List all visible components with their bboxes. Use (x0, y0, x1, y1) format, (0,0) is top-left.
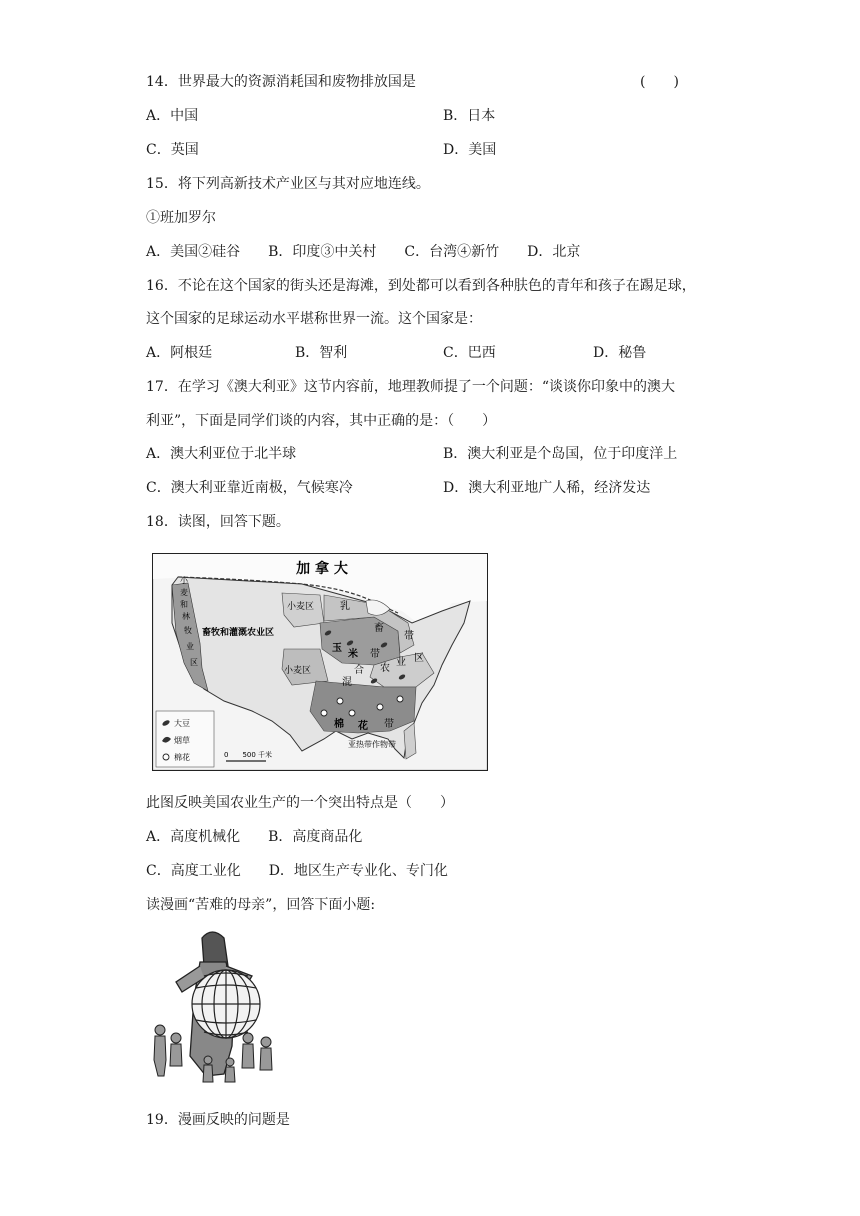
suffering-mother-cartoon (146, 926, 284, 1086)
legend-cotton-label: 棉花 (174, 753, 190, 762)
legend-soybean-label: 大豆 (174, 719, 190, 728)
map-label-canada: 加 拿 大 (296, 561, 348, 577)
q16-option-a: A．阿根廷 (146, 345, 213, 361)
q14-option-b: B．日本 (443, 108, 496, 124)
legend-tobacco-label: 烟草 (174, 736, 190, 745)
q18-options-ab: A．高度机械化 B．高度商品化 (146, 829, 363, 845)
map-label-west-4: 林 (182, 612, 190, 621)
map-label-west-2: 麦 (180, 588, 188, 597)
q18-stem: 18．读图，回答下题。 (146, 514, 290, 530)
q18-options-cd: C．高度工业化 D．地区生产专业化、专门化 (146, 863, 448, 879)
map-label-west-1: 小 (180, 576, 188, 585)
q17-option-a: A．澳大利亚位于北半球 (146, 446, 297, 462)
map-label-mixed-2: 农 (380, 663, 390, 674)
map-label-west-6: 业 (186, 642, 194, 651)
q15-line-3: A．美国②硅谷 B．印度③中关村 C．台湾④新竹 D．北京 (146, 244, 581, 260)
map-label-dairy-2: 畜 (374, 623, 384, 634)
q19-stem: 19．漫画反映的问题是 (146, 1112, 290, 1128)
map-label-west-3: 和 (180, 600, 188, 609)
map-label-cotton-1: 棉 (334, 719, 344, 730)
q17-option-c: C．澳大利亚靠近南极，气候寒冷 (146, 480, 353, 496)
map-scale-label: 0 500 千米 (224, 751, 273, 759)
globe-icon (192, 970, 260, 1038)
legend-cotton-icon (163, 754, 169, 760)
q14-option-c: C．英国 (146, 142, 199, 158)
q17-line-2: 利亚”，下面是同学们谈的内容，其中正确的是：（ ） (146, 413, 497, 429)
map-label-wheat-south: 小麦区 (284, 666, 312, 676)
q14-stem: 14．世界最大的资源消耗国和废物排放国是 (146, 74, 416, 90)
q16-option-d: D．秘鲁 (593, 345, 647, 361)
q14-option-d: D．美国 (443, 142, 497, 158)
map-label-mixed-4: 区 (414, 653, 424, 664)
map-label-corn-1: 玉 (332, 643, 342, 654)
q16-line-2: 这个国家的足球运动水平堪称世界一流。这个国家是： (146, 311, 482, 327)
cartoon-intro: 读漫画“苦难的母亲”，回答下面小题: (146, 897, 376, 913)
q16-option-c: C．巴西 (443, 345, 496, 361)
map-label-corn-3: 带 (370, 649, 380, 660)
q18-question: 此图反映美国农业生产的一个突出特点是（ ） (146, 795, 454, 811)
map-label-mixed-3: 业 (396, 657, 406, 668)
map-label-wheat-north: 小麦区 (287, 602, 315, 612)
map-label-cotton-3: 带 (384, 719, 394, 730)
q17-line-1: 17．在学习《澳大利亚》这节内容前，地理教师提了一个问题：“谈谈你印象中的澳大 (146, 379, 675, 395)
q15-line-2: ①班加罗尔 (146, 210, 216, 226)
q16-line-1: 16．不论在这个国家的街头还是海滩，到处都可以看到各种肤色的青年和孩子在踢足球， (146, 278, 696, 294)
map-label-dairy-3: 带 (404, 631, 414, 642)
map-label-subtropical: 亚热带作物带 (348, 740, 396, 749)
map-label-dairy-1: 乳 (340, 601, 350, 612)
map-label-cotton-2: 花 (358, 721, 368, 732)
map-label-mixed-5: 混 (342, 677, 352, 688)
q17-option-b: B．澳大利亚是个岛国，位于印度洋上 (443, 446, 678, 462)
q17-option-d: D．澳大利亚地广人稀，经济发达 (443, 480, 651, 496)
q14-answer-paren: ( ) (640, 74, 679, 90)
map-label-ranch: 畜牧和灌溉农业区 (202, 628, 275, 638)
map-label-west-5: 牧 (184, 626, 192, 635)
map-label-corn-2: 米 (348, 649, 358, 660)
q14-option-a: A．中国 (146, 108, 199, 124)
q15-stem: 15．将下列高新技术产业区与其对应地连线。 (146, 176, 430, 192)
map-label-mixed-1: 合 (354, 665, 364, 676)
q16-option-b: B．智利 (295, 345, 348, 361)
us-agriculture-map (152, 553, 488, 771)
map-label-west-7: 区 (190, 658, 198, 667)
